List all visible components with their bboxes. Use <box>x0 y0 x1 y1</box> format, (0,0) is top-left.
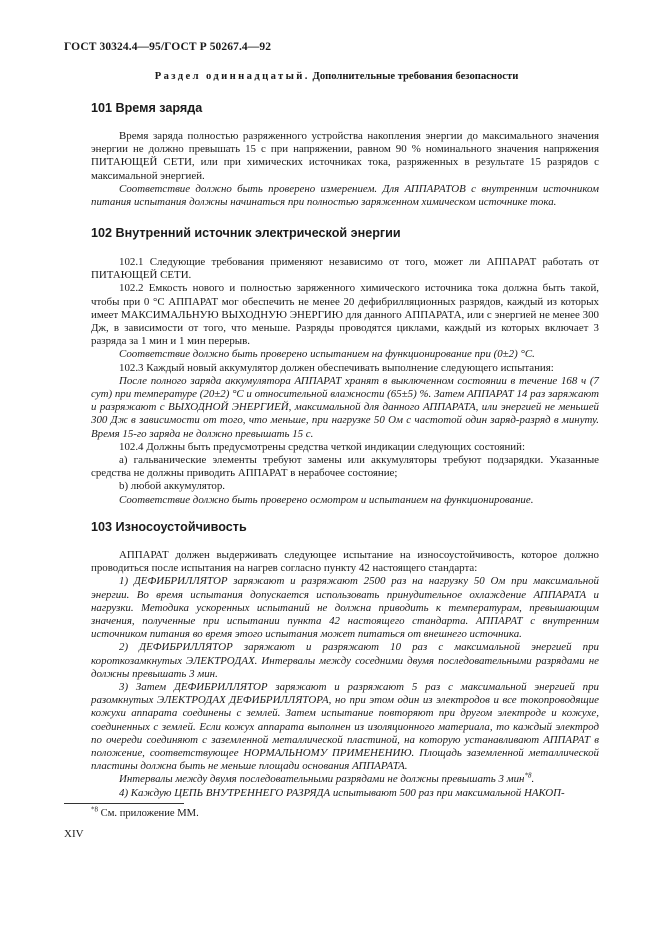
heading-102: 102 Внутренний источник электрической энергии <box>91 226 401 240</box>
section-102-body <box>91 256 599 507</box>
paragraph-compliance: Соответствие должно быть проверено измерением. Для АППАРАТОВ с внутренним источником питания испытания должны начинаться при полностью заряженном химическом источнике тока. <box>91 182 599 209</box>
paragraph-102-3: 102.3 Каждый новый аккумулятор должен обеспечивать выполнение следующего испытания: <box>119 361 554 374</box>
footnote-divider <box>64 803 184 804</box>
heading-101: 101 Время заряда <box>91 101 203 115</box>
list-item-3: 3) Затем ДЕФИБРИЛЛЯТОР заряжают и разряжают 5 раз с максимальной энергией при разомкнутых ЭЛЕКТРОДАХ ДЕФИБРИЛЛЯТОРА, но при этом один из электродов и все токопроводящие кожухи аппарата соединены с землей. Затем испытание повторяют при другом электроде и кожухе, соединенных с землей. Если кожух аппарата выполнен из изоляционного материала, то каждый электрод по очереди соединяют с заземленной металлической пластиной, на которую устанавливают АППАРАТ в положение, соответствующее НОРМАЛЬНОМУ ПРИМЕНЕНИЮ. Площадь заземленной металлической пластины должна быть не меньше площади основания АППАРАТА. <box>91 681 599 773</box>
interval-text: Интервалы между двумя последовательными разрядами не должны превышать 3 мин <box>119 773 525 786</box>
paragraph-102-2: 102.2 Емкость нового и полностью заряженного химического источника тока должна быть такой, чтобы при 0 °С АППАРАТ мог обеспечить не менее 20 дефибрилляционных разрядов, каждый из которых имеет МАКСИМАЛЬНУЮ ВЫХОДНУЮ ЭНЕРГИЮ для данного АППАРАТА, или с энергией не менее 300 Дж, в зависимости от того, что меньше. Разряды проводятся циклами, каждый из которых включает 3 разряда за 1 мин и 1 мин перерыв. <box>91 282 599 348</box>
paragraph-compliance: Соответствие должно быть проверено испытанием на функционирование при (0±2) °С. <box>119 348 535 361</box>
paragraph-compliance: Соответствие должно быть проверено осмотром и испытанием на функционирование. <box>119 493 534 506</box>
list-item-4: 4) Каждую ЦЕПЬ ВНУТРЕННЕГО РАЗРЯДА испытывают 500 раз при максимальной НАКОП- <box>119 786 565 799</box>
footnote-reference: *8 <box>524 771 532 780</box>
footnote <box>91 805 199 819</box>
heading-103: 103 Износоустойчивость <box>91 520 247 534</box>
paragraph: АППАРАТ должен выдерживать следующее испытание на износоустойчивость, которое должно проводиться после испытания на нагрев согласно пункту 42 настоящего стандарта: <box>91 549 599 575</box>
section-name: Дополнительные требования безопасности <box>312 71 519 82</box>
paragraph: Время заряда полностью разряженного устройства накопления энергии до максимального значения энергии не должно превышать 15 с при напряжении, равном 90 % номинального значения напряжения ПИТАЮЩЕЙ СЕТИ, или при химических источниках тока, разряженных в результате 15 разрядов с максимальной энергией. <box>91 130 599 182</box>
section-prefix: Раздел одиннадцатый. <box>154 71 310 82</box>
section-103-body <box>91 549 599 800</box>
section-101-body <box>91 130 599 209</box>
footnote-text: См. приложение ММ. <box>98 808 199 819</box>
list-item-2: 2) ДЕФИБРИЛЛЯТОР заряжают и разряжают 10 раз с максимальной энергией при короткозамкнутых ЭЛЕКТРОДАХ. Интервалы между соседними двумя последовательными разрядами не должны превышать 3 мин. <box>91 641 599 680</box>
page-number: XIV <box>64 828 84 840</box>
list-item-a: а) гальванические элементы требуют замены или аккумуляторы требуют подзарядки. Указанные средства не должны приводить АППАРАТ в нерабочее состояние; <box>91 454 599 480</box>
paragraph-interval: Интервалы между двумя последовательными разрядами не должны превышать 3 мин$^{*8}$. <box>119 771 535 786</box>
page-header: ГОСТ 30324.4—95/ГОСТ Р 50267.4—92 <box>64 41 272 53</box>
paragraph-test-procedure: После полного заряда аккумулятора АППАРАТ хранят в выключенном состоянии в течение 168 ч (7 сут) при температуре (20±2) °С и относительной влажности (65±5) %. Затем АППАРАТ 14 раз заряжают и разряжают с ВЫХОДНОЙ ЭНЕРГИЕЙ, максимальной для данного АППАРАТА, или энергией не меньшей 300 Дж в зависимости от того, что меньше, при нагрузке 50 Ом с частотой один заряд-разряд в минуту. Время 15-го заряда не должно превышать 15 с. <box>91 374 599 440</box>
list-item-1: 1) ДЕФИБРИЛЛЯТОР заряжают и разряжают 2500 раз на нагрузку 50 Ом при максимальной энергии. Во время испытания допускается использовать принудительное охлаждение АППАРАТА и нагрузки. Методика ускоренных испытаний не должна приводить к температурам, превышающим значения, полученные при испытании пункта 42 настоящего стандарта. АППАРАТ с внутренним источником питания во время этого испытания может питаться от внешнего источника. <box>91 575 599 641</box>
footnote-mark: *8 <box>91 805 98 814</box>
list-item-b: b) любой аккумулятор. <box>119 480 225 493</box>
paragraph-102-4: 102.4 Должны быть предусмотрены средства четкой индикации следующих состояний: <box>119 440 525 453</box>
paragraph-102-1: 102.1 Следующие требования применяют независимо от того, может ли АППАРАТ работать от ПИТАЮЩЕЙ СЕТИ. <box>91 256 599 282</box>
section-title <box>0 71 661 82</box>
